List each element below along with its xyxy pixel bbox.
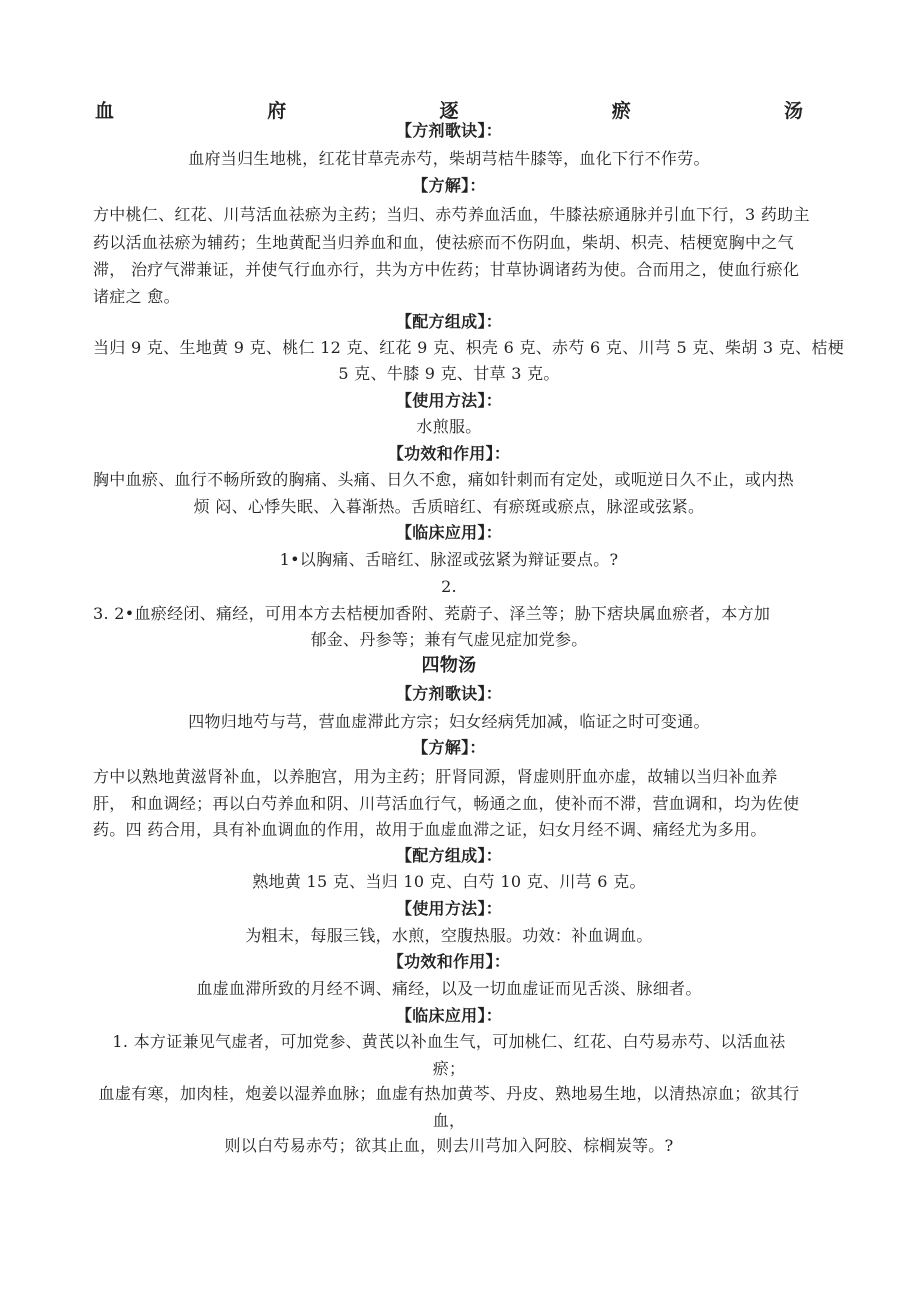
title-char: 府	[267, 100, 287, 122]
heading-usage: 【使用方法】：	[395, 391, 503, 410]
composition-line: 5 克、牛膝 9 克、甘草 3 克。	[338, 364, 560, 383]
clinical-line: 2.	[441, 577, 457, 596]
usage-text: 水煎服。	[416, 417, 482, 436]
formula2-title: 四物汤	[421, 655, 477, 676]
heading-clinical: 【临床应用】：	[395, 1006, 503, 1025]
heading-verse: 【方剂歌诀】：	[395, 684, 503, 703]
composition-line: 当归 9 克、生地黄 9 克、桃仁 12 克、红花 9 克、枳壳 6 克、赤芍 6 克、川芎 5 克、柴胡 3 克、桔梗	[93, 338, 844, 357]
verse-text: 血府当归生地桃，红花甘草壳赤芍，柴胡芎桔牛膝等，血化下行不作劳。	[188, 149, 710, 168]
clinical-line: 1. 本方证兼见气虚者，可加党参、黄芪以补血生气，可加桃仁、红花、白芍易赤芍、以活血祛	[112, 1032, 786, 1051]
heading-usage: 【使用方法】：	[395, 899, 503, 918]
explain-line: 药以活血祛瘀为辅药；生地黄配当归养血和血，使祛瘀而不伤阴血，柴胡、枳壳、桔梗宽胸中之气	[93, 233, 794, 252]
clinical-line: 3. 2•血瘀经闭、痛经，可用本方去桔梗加香附、茺蔚子、泽兰等；胁下痞块属血瘀者，本方加	[93, 604, 771, 623]
heading-composition: 【配方组成】：	[395, 846, 503, 865]
verse-text: 四物归地芍与芎，营血虚滞此方宗；妇女经病凭加减，临证之时可变通。	[188, 712, 710, 731]
heading-verse: 【方剂歌诀】：	[395, 121, 503, 140]
heading-explain: 【方解】：	[412, 176, 486, 195]
effect-line: 烦 闷、心悸失眠、入暮渐热。舌质暗红、有瘀斑或瘀点，脉涩或弦紧。	[193, 497, 705, 516]
clinical-line: 郁金、丹参等；兼有气虚见症加党参。	[310, 630, 588, 649]
title-char: 瘀	[611, 100, 631, 122]
formula1-title	[93, 96, 805, 123]
title-char: 汤	[783, 100, 803, 122]
explain-line: 肝， 和血调经；再以白芍养血和阴、川芎活血行气，畅通之血，使补而不滞，营血调和，均为佐使	[93, 794, 800, 813]
title-char: 逐	[439, 100, 459, 122]
clinical-line: 1•以胸痛、舌暗红、脉涩或弦紧为辩证要点。?	[279, 550, 619, 569]
effect-line: 胸中血瘀、血行不畅所致的胸痛、头痛、日久不愈，痛如针刺而有定处，或呃逆日久不止，或内热	[93, 470, 794, 489]
clinical-line: 瘀；	[432, 1059, 466, 1078]
clinical-line: 血虚有寒，加肉桂，炮姜以湿养血脉；血虚有热加黄芩、丹皮、熟地易生地，以清热凉血；欲其行	[98, 1084, 800, 1103]
explain-line: 诸症之 愈。	[93, 287, 180, 306]
composition-text: 熟地黄 15 克、当归 10 克、白芍 10 克、川芎 6 克。	[252, 872, 646, 891]
explain-line: 滞， 治疗气滞兼证，并使气行血亦行，共为方中佐药；甘草协调诸药为使。合而用之，使血行瘀化	[93, 260, 800, 279]
heading-effect: 【功效和作用】：	[387, 444, 511, 463]
heading-composition: 【配方组成】：	[395, 312, 503, 331]
heading-clinical: 【临床应用】：	[395, 523, 503, 542]
explain-line: 药。四 药合用，具有补血调血的作用，故用于血虚血滞之证，妇女月经不调、痛经尤为多用。	[93, 820, 767, 839]
explain-line: 方中桃仁、红花、川芎活血祛瘀为主药；当归、赤芍养血活血，牛膝祛瘀通脉并引血下行，3 药助主	[93, 205, 810, 224]
usage-text: 为粗末，每服三钱，水煎，空腹热服。功效：补血调血。	[245, 926, 653, 945]
effect-text: 血虚血滞所致的月经不调、痛经，以及一切血虚证而见舌淡、脉细者。	[196, 979, 702, 998]
title-char: 血	[95, 100, 115, 122]
clinical-line: 则以白芍易赤芍；欲其止血，则去川芎加入阿胶、棕榈炭等。?	[224, 1136, 674, 1155]
heading-explain: 【方解】：	[412, 738, 486, 757]
explain-line: 方中以熟地黄滋肾补血，以养胞宫，用为主药；肝肾同源，肾虚则肝血亦虚，故辅以当归补血养	[93, 767, 778, 786]
heading-effect: 【功效和作用】：	[387, 952, 511, 971]
clinical-line: 血，	[432, 1111, 466, 1130]
